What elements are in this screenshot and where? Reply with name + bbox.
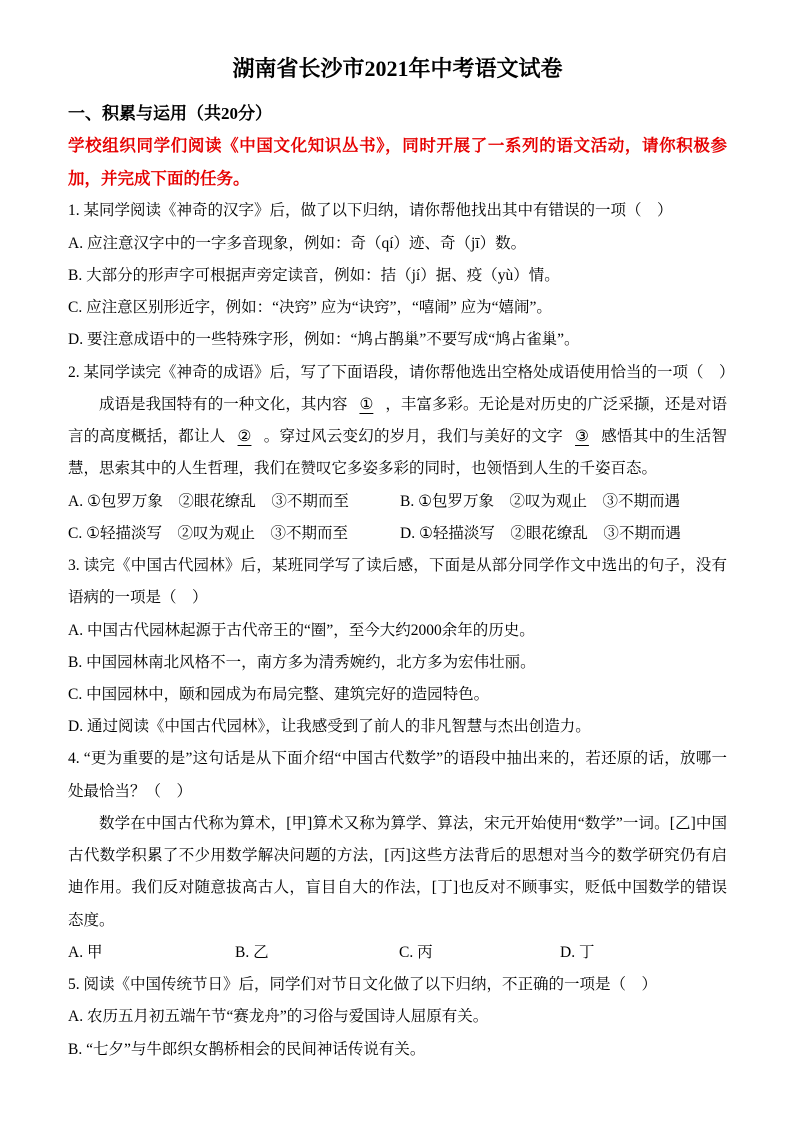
question-3-stem: 3. 读完《中国古代园林》后，某班同学写了读后感，下面是从部分同学作文中选出的句子，没有语病的一项是（ ） (68, 557, 727, 607)
question-2-option-d: D. ①轻描淡写 ②眼花缭乱 ③不期而遇 (400, 524, 681, 542)
question-1-option-c: C. 应注意区别形近字，例如：“决窍” 应为“诀窍”，“嘻闹” 应为“嬉闹”。 (68, 299, 552, 317)
passage-text-3: 。穿过风云变幻的岁月，我们与美好的文字 (263, 428, 564, 446)
question-2-option-c: C. ①轻描淡写 ②叹为观止 ③不期而至 (68, 524, 348, 542)
question-2-option-b: B. ①包罗万象 ②叹为观止 ③不期而遇 (400, 492, 680, 510)
question-1-stem: 1. 某同学阅读《神奇的汉字》后，做了以下归纳，请你帮他找出其中有错误的一项（ ） (68, 202, 673, 220)
question-1-option-a: A. 应注意汉字中的一字多音现象，例如：奇（qí）迹、奇（jī）数。 (68, 234, 527, 252)
question-4-option-a: A. 甲 (68, 943, 103, 961)
question-3-option-b: B. 中国园林南北风格不一，南方多为清秀婉约，北方多为宏伟壮丽。 (68, 653, 536, 671)
section-heading: 一、积累与运用（共20分） (68, 104, 272, 123)
question-1 (68, 195, 727, 356)
intro-paragraph: 学校组织同学们阅读《中国文化知识丛书》，同时开展了一系列的语文活动，请你积极参加，并完成下面的任务。 (68, 136, 727, 188)
question-1-option-d: D. 要注意成语中的一些特殊字形，例如：“鸠占鹊巢”不要写成“鸠占雀巢”。 (68, 331, 580, 349)
question-5-option-a: A. 农历五月初五端午节“赛龙舟”的习俗与爱国诗人屈原有关。 (68, 1008, 489, 1026)
question-2-stem: 2. 某同学读完《神奇的成语》后，写了下面语段，请你帮他选出空格处成语使用恰当的一项（ ） (68, 363, 735, 381)
question-2-options-row-1 (68, 486, 727, 518)
question-4-options-row (68, 937, 727, 969)
question-1-option-b: B. 大部分的形声字可根据声旁定读音，例如：拮（jí）据、疫（yù）情。 (68, 266, 560, 284)
passage-text-1: 成语是我国特有的一种文化，其内容 (99, 395, 348, 413)
blank-2: ② (237, 428, 252, 446)
question-4-option-c: C. 丙 (399, 943, 433, 961)
question-2 (68, 357, 735, 550)
question-2-option-a: A. ①包罗万象 ②眼花缭乱 ③不期而至 (68, 492, 349, 510)
question-3-option-c: C. 中国园林中，颐和园成为布局完整、建筑完好的造园特色。 (68, 685, 490, 703)
question-2-passage (68, 389, 727, 486)
passage-text-4: 感悟其中的生活智慧，思索其中的人生哲理，我们在赞叹它多姿多彩的同时，也领悟到人生的千姿百态。 (68, 428, 727, 478)
question-4-passage: 数学在中国古代称为算术，[甲]算术又称为算学、算法，宋元开始使用“数学”一词。[乙]中国古代数学积累了不少用数学解决问题的方法，[丙]这些方法背后的思想对当今的数学研究仍有启迪作用。我们反对随意拔高古人，盲目自大的作法，[丁]也反对不顾事实，贬低中国数学的错误态度。 (68, 814, 727, 929)
passage-text-2: ，丰富多彩。无论是对历史的广泛采撷，还是对语言的高度概括，都让人 (68, 395, 727, 446)
question-3-option-d: D. 通过阅读《中国古代园林》，让我感受到了前人的非凡智慧与杰出创造力。 (68, 718, 591, 736)
question-5 (68, 969, 727, 1066)
question-4-stem: 4. “更为重要的是”这句话是从下面介绍“中国古代数学”的语段中抽出来的，若还原的话，放哪一处最恰当？（ ） (68, 750, 727, 800)
question-3-option-a: A. 中国古代园林起源于古代帝王的“圈”，至今大约2000余年的历史。 (68, 621, 535, 639)
question-4-option-b: B. 乙 (235, 943, 269, 961)
blank-3: ③ (575, 428, 589, 446)
question-4 (68, 743, 727, 969)
question-5-option-b: B. “七夕”与牛郎织女鹊桥相会的民间神话传说有关。 (68, 1040, 426, 1058)
question-3 (68, 550, 727, 743)
blank-1: ① (359, 395, 374, 413)
question-5-stem: 5. 阅读《中国传统节日》后，同学们对节日文化做了以下归纳，不正确的一项是（ ） (68, 976, 658, 994)
question-4-option-d: D. 丁 (560, 943, 595, 961)
question-2-options-row-2 (68, 518, 727, 550)
page-title: 湖南省长沙市2021年中考语文试卷 (232, 56, 563, 81)
